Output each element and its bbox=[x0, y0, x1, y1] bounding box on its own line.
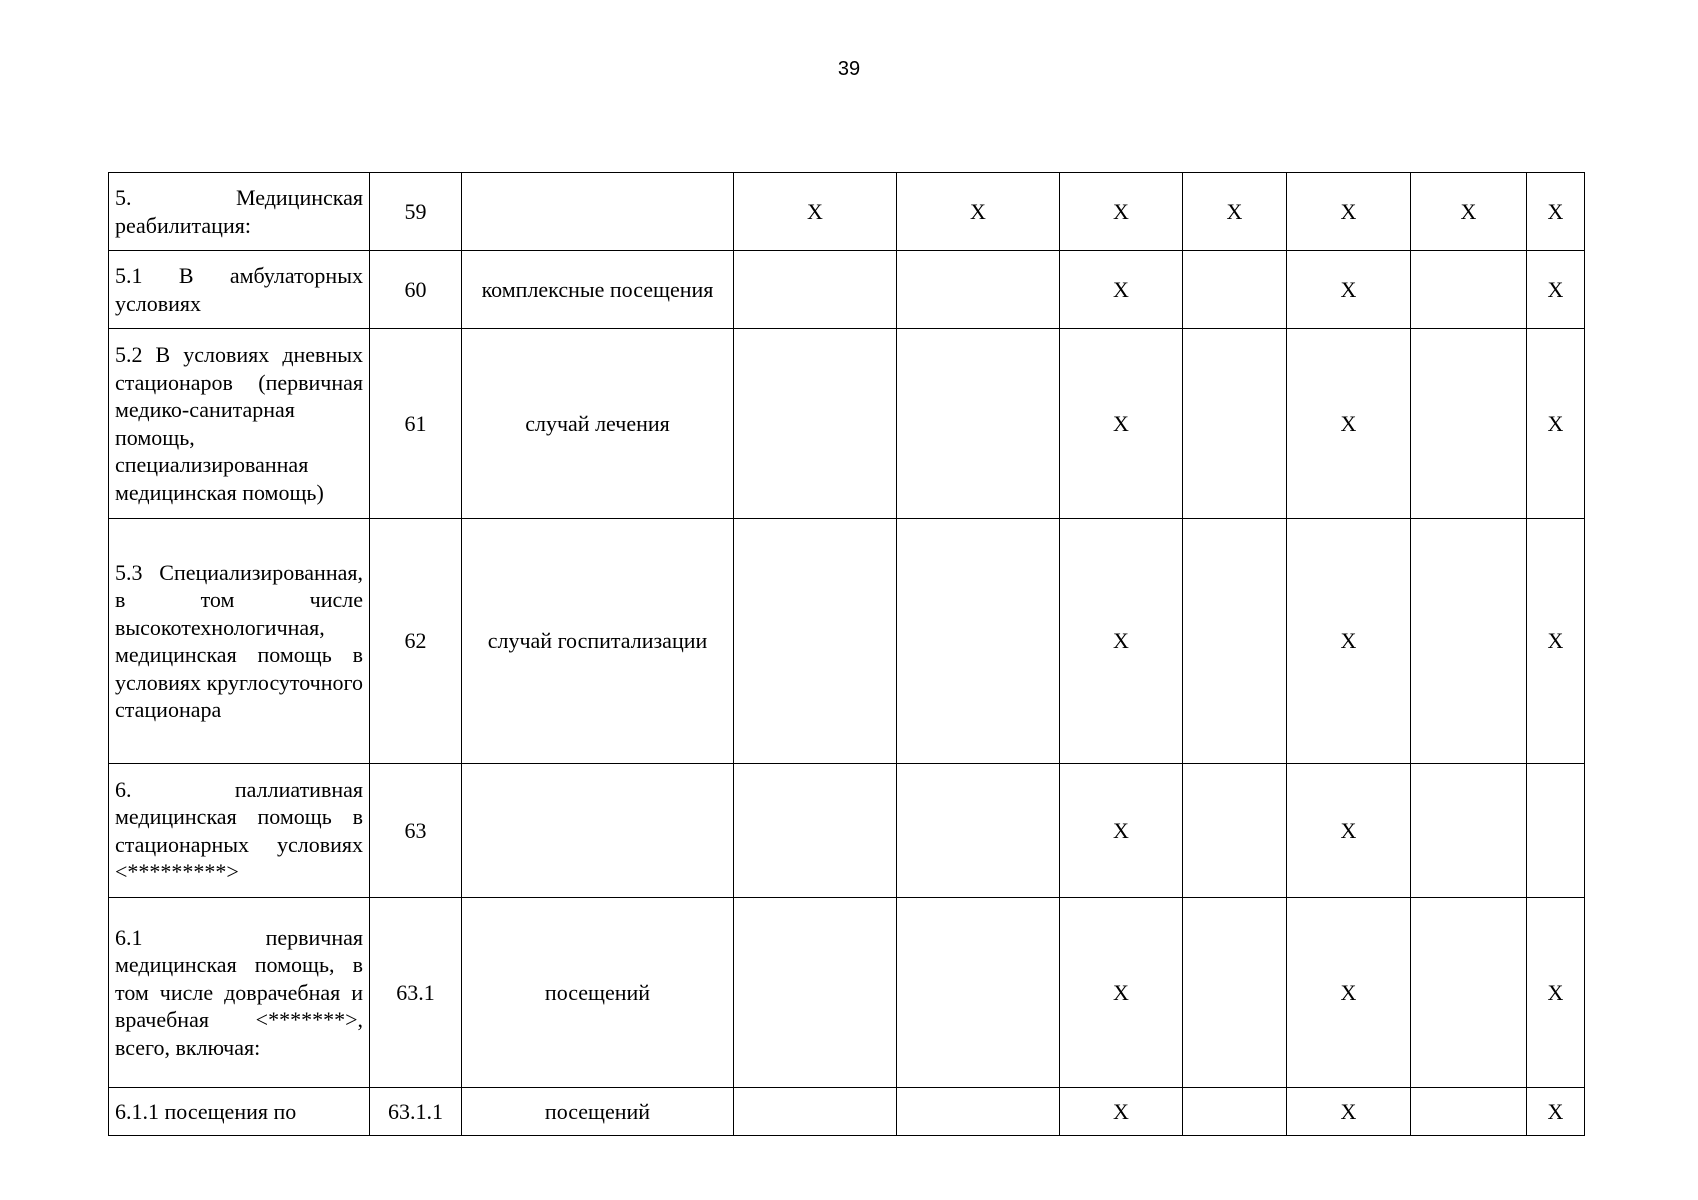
mark-cell-col-7 bbox=[1183, 898, 1287, 1088]
table-row bbox=[109, 329, 1585, 519]
mark-cell-col-5 bbox=[897, 1088, 1060, 1136]
page-number: 39 bbox=[837, 58, 861, 80]
mark-cell-col-6: X bbox=[1060, 329, 1183, 519]
mark-cell-col-8: X bbox=[1287, 329, 1411, 519]
mark-cell-col-8: X bbox=[1287, 1088, 1411, 1136]
table-row bbox=[109, 764, 1585, 898]
mark-cell-col-9: X bbox=[1411, 173, 1527, 251]
mark-cell-col-9 bbox=[1411, 1088, 1527, 1136]
mark-cell-col-7 bbox=[1183, 329, 1287, 519]
medical-care-table bbox=[108, 172, 1585, 1136]
row-number-cell: 59 bbox=[370, 173, 462, 251]
table-row bbox=[109, 898, 1585, 1088]
table-row bbox=[109, 251, 1585, 329]
mark-cell-col-4 bbox=[734, 1088, 897, 1136]
mark-cell-col-6: X bbox=[1060, 519, 1183, 764]
row-unit-cell: посещений bbox=[462, 898, 734, 1088]
mark-cell-col-9 bbox=[1411, 251, 1527, 329]
row-unit-cell: посещений bbox=[462, 1088, 734, 1136]
table-row bbox=[109, 173, 1585, 251]
mark-cell-col-8: X bbox=[1287, 764, 1411, 898]
mark-cell-col-4 bbox=[734, 519, 897, 764]
mark-cell-col-5: X bbox=[897, 173, 1060, 251]
mark-cell-col-5 bbox=[897, 764, 1060, 898]
table-row bbox=[109, 519, 1585, 764]
mark-cell-col-8: X bbox=[1287, 519, 1411, 764]
row-unit-cell: случай лечения bbox=[462, 329, 734, 519]
row-number-cell: 61 bbox=[370, 329, 462, 519]
mark-cell-col-9 bbox=[1411, 898, 1527, 1088]
mark-cell-col-9 bbox=[1411, 329, 1527, 519]
row-unit-cell: комплексные посещения bbox=[462, 251, 734, 329]
mark-cell-col-6: X bbox=[1060, 173, 1183, 251]
row-number-cell: 63.1 bbox=[370, 898, 462, 1088]
row-name-cell: 6. паллиативная медицинская помощь в стационарных условиях <*********> bbox=[109, 764, 370, 898]
table-row bbox=[109, 1088, 1585, 1136]
mark-cell-col-7: X bbox=[1183, 173, 1287, 251]
row-name-cell: 5.1 В амбулаторных условиях bbox=[109, 251, 370, 329]
mark-cell-col-4 bbox=[734, 251, 897, 329]
row-name-cell: 5.2 В условиях дневных стационаров (первичная медико-санитарная помощь, специализированная медицинская помощь) bbox=[109, 329, 370, 519]
mark-cell-col-10 bbox=[1527, 764, 1585, 898]
mark-cell-col-9 bbox=[1411, 519, 1527, 764]
row-unit-cell bbox=[462, 173, 734, 251]
mark-cell-col-10: X bbox=[1527, 251, 1585, 329]
mark-cell-col-7 bbox=[1183, 519, 1287, 764]
mark-cell-col-5 bbox=[897, 898, 1060, 1088]
mark-cell-col-4: X bbox=[734, 173, 897, 251]
mark-cell-col-6: X bbox=[1060, 1088, 1183, 1136]
mark-cell-col-10: X bbox=[1527, 898, 1585, 1088]
row-number-cell: 63 bbox=[370, 764, 462, 898]
mark-cell-col-7 bbox=[1183, 251, 1287, 329]
mark-cell-col-7 bbox=[1183, 764, 1287, 898]
row-number-cell: 62 bbox=[370, 519, 462, 764]
row-number-cell: 63.1.1 bbox=[370, 1088, 462, 1136]
mark-cell-col-8: X bbox=[1287, 173, 1411, 251]
mark-cell-col-6: X bbox=[1060, 898, 1183, 1088]
mark-cell-col-10: X bbox=[1527, 173, 1585, 251]
mark-cell-col-5 bbox=[897, 251, 1060, 329]
row-name-cell: 6.1.1 посещения по bbox=[109, 1088, 370, 1136]
mark-cell-col-5 bbox=[897, 329, 1060, 519]
row-unit-cell: случай госпитализации bbox=[462, 519, 734, 764]
mark-cell-col-10: X bbox=[1527, 519, 1585, 764]
row-unit-cell bbox=[462, 764, 734, 898]
row-name-cell: 5.3 Специализированная, в том числе высокотехнологичная, медицинская помощь в условиях круглосуточного стационара bbox=[109, 519, 370, 764]
mark-cell-col-6: X bbox=[1060, 251, 1183, 329]
mark-cell-col-8: X bbox=[1287, 251, 1411, 329]
mark-cell-col-4 bbox=[734, 898, 897, 1088]
row-name-cell: 5. Медицинская реабилитация: bbox=[109, 173, 370, 251]
row-name-cell: 6.1 первичная медицинская помощь, в том числе доврачебная и врачебная <*******>, всего, включая: bbox=[109, 898, 370, 1088]
row-number-cell: 60 bbox=[370, 251, 462, 329]
mark-cell-col-10: X bbox=[1527, 329, 1585, 519]
mark-cell-col-4 bbox=[734, 329, 897, 519]
mark-cell-col-9 bbox=[1411, 764, 1527, 898]
mark-cell-col-5 bbox=[897, 519, 1060, 764]
mark-cell-col-6: X bbox=[1060, 764, 1183, 898]
mark-cell-col-10: X bbox=[1527, 1088, 1585, 1136]
mark-cell-col-7 bbox=[1183, 1088, 1287, 1136]
mark-cell-col-8: X bbox=[1287, 898, 1411, 1088]
mark-cell-col-4 bbox=[734, 764, 897, 898]
